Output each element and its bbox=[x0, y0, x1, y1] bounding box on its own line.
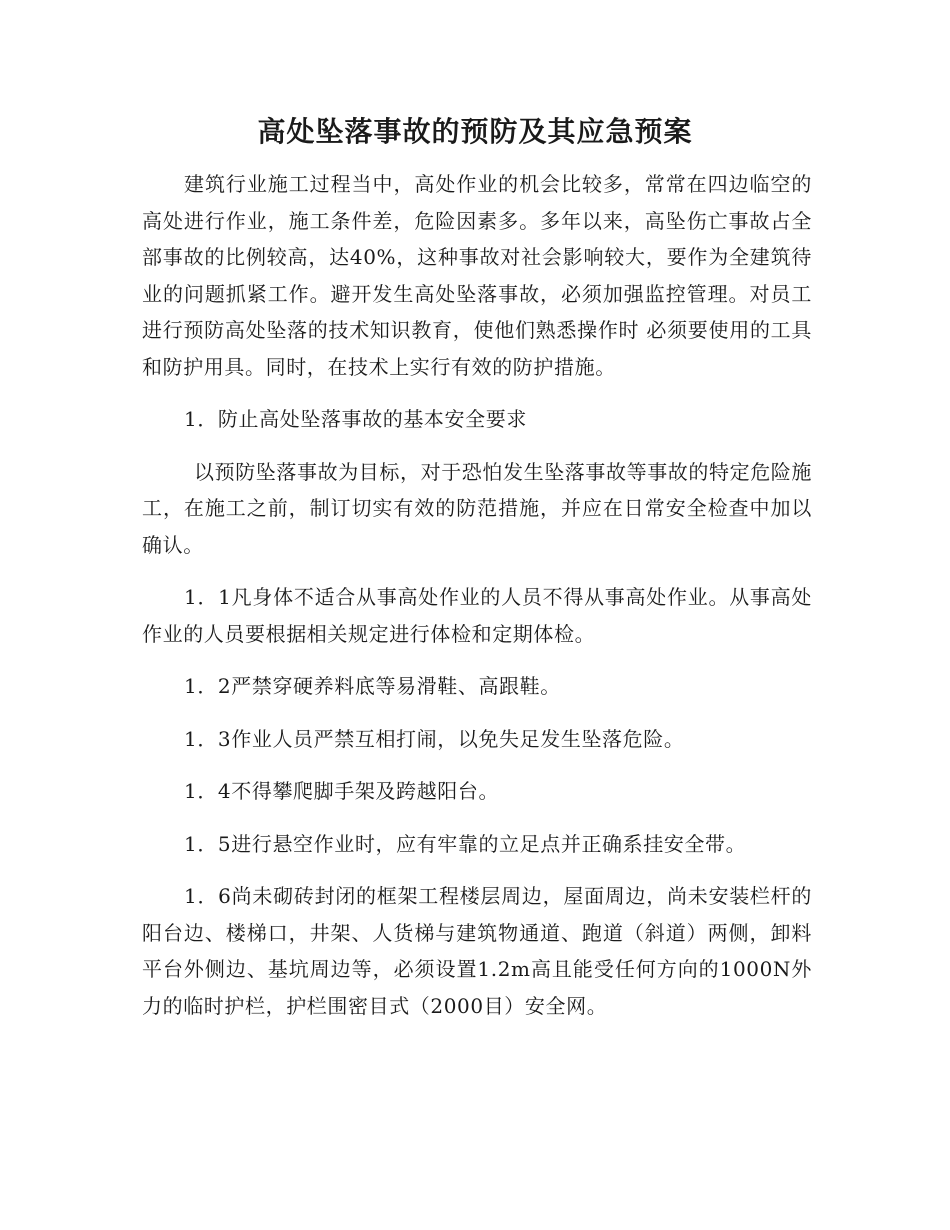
section-heading-1: 1．防止高处坠落事故的基本安全要求 bbox=[184, 407, 527, 431]
item-1-2-paragraph: 1．2严禁穿硬养料底等易滑鞋、高跟鞋。 bbox=[184, 674, 561, 698]
item-1-5-paragraph: 1．5进行悬空作业时，应有牢靠的立足点并正确系挂安全带。 bbox=[184, 831, 747, 856]
item-1-3-paragraph: 1．3作业人员严禁互相打闹，以免失足发生坠落危险。 bbox=[184, 726, 685, 751]
item-1-4-paragraph: 1．4不得攀爬脚手架及跨越阳台。 bbox=[184, 779, 500, 803]
intro-paragraph: 建筑行业施工过程当中，高处作业的机会比较多，常常在四边临空的高处进行作业，施工条件差，危险因素多。多年以来，高坠伤亡事故占全部事故的比例较高，达40%，这种事故对社会影响较大，要作为全建筑待业的问题抓紧工作。避开发生高处坠落事故，必须加强监控管理。对员工进行预防高处坠落的技术知识教育，使他们熟悉操作时 必须要使用的工具和防护用具。同时，在技术上实行有效的防护措施。 bbox=[142, 172, 812, 379]
item-1-1-paragraph: 1．1凡身体不适合从事高处作业的人员不得从事高处作业。从事高处作业的人员要根据相关规定进行体检和定期体检。 bbox=[142, 585, 812, 646]
document-body bbox=[142, 166, 812, 1024]
document-title: 高处坠落事故的预防及其应急预案 bbox=[257, 115, 693, 148]
item-1-6-paragraph: 1．6尚未砌砖封闭的框架工程楼层周边，屋面周边，尚未安装栏杆的阳台边、楼梯口，井架、人货梯与建筑物通道、跑道（斜道）两侧，卸料平台外侧边、基坑周边等，必须设置1.2m高且能受任何方向的1000N外力的临时护栏，护栏围密目式（2000目）安全网。 bbox=[142, 884, 812, 1018]
section-1-intro-paragraph: 以预防坠落事故为目标，对于恐怕发生坠落事故等事故的特定危险施工，在施工之前，制订切实有效的防范措施，并应在日常安全检查中加以确认。 bbox=[142, 459, 812, 557]
